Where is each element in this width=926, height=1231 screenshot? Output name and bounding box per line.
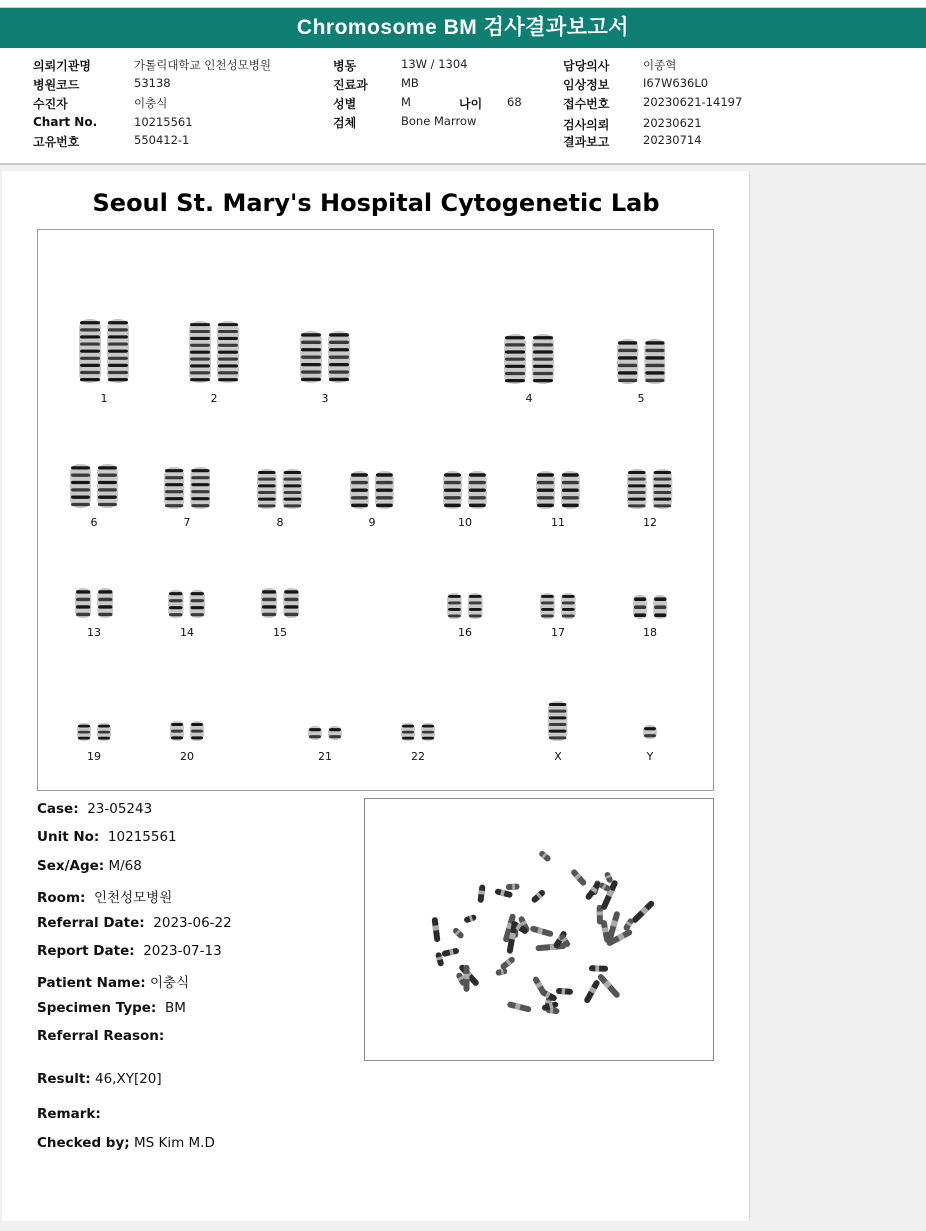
chromosome-pair-15 — [261, 587, 299, 619]
report-date-value: 20230714 — [643, 133, 702, 147]
chromosome-pair-X — [535, 700, 580, 742]
chromosome-pair-19 — [77, 722, 111, 742]
chromosome-pair-17 — [540, 592, 576, 620]
chromosome-pair-14 — [168, 589, 205, 619]
chromosome-pair-4 — [504, 333, 554, 385]
remark-label: Remark: — [37, 1106, 101, 1122]
chromosome-pair-Y — [633, 724, 667, 740]
chromosome-label-20: 20 — [180, 750, 194, 763]
chromosome-pair-22 — [401, 722, 435, 742]
referral-date-value: 2023-06-22 — [153, 915, 232, 931]
clinical-info-label: 임상정보 — [563, 78, 610, 92]
chromosome-pair-16 — [447, 592, 483, 620]
chromosome-pair-21 — [308, 725, 342, 741]
chromosome-pair-12 — [627, 468, 672, 510]
metaphase-chromosome — [529, 925, 553, 937]
metaphase-chromosome — [631, 899, 656, 924]
metaphase-chromosome — [530, 889, 546, 904]
metaphase-chromosome — [499, 956, 516, 971]
chromosome-label-2: 2 — [210, 392, 218, 405]
metaphase-chromosome — [584, 881, 601, 901]
referral-reason-label: Referral Reason: — [37, 1028, 165, 1044]
metaphase-chromosome — [463, 914, 477, 924]
patient-header — [0, 48, 926, 165]
report-date-field-label: Report Date: — [37, 943, 135, 959]
chromosome-pair-9 — [350, 470, 394, 510]
chromosome-label-18: 18 — [643, 626, 657, 639]
chromosome-label-6: 6 — [90, 516, 98, 529]
chromosome-label-9: 9 — [368, 516, 376, 529]
chromosome-label-11: 11 — [551, 516, 565, 529]
report-date-field — [37, 943, 222, 959]
metaphase-chromosome — [597, 973, 621, 999]
request-date-value: 20230621 — [643, 116, 702, 130]
chromosome-pair-7 — [164, 466, 211, 510]
result-field — [37, 1071, 162, 1087]
checked-by-label: Checked by; — [37, 1135, 130, 1151]
chromosome-label-22: 22 — [411, 750, 425, 763]
metaphase-chromosome — [538, 850, 552, 863]
report-date-label: 결과보고 — [563, 135, 610, 149]
chart-no-label: Chart No. — [33, 115, 98, 129]
chromosome-label-12: 12 — [643, 516, 657, 529]
hospital-code-label: 병원코드 — [33, 78, 80, 92]
chromosome-pair-10 — [443, 470, 487, 510]
chromosome-label-8: 8 — [276, 516, 284, 529]
unit-no-value: 10215561 — [107, 829, 177, 845]
physician-value: 이종혁 — [643, 58, 677, 72]
patient-name-value: 이충식 — [149, 975, 190, 991]
metaphase-chromosome — [477, 884, 485, 903]
chromosome-label-13: 13 — [87, 626, 101, 639]
cytogenetic-report — [2, 171, 750, 1221]
sex-age-field — [37, 858, 142, 874]
metaphase-chromosome — [556, 988, 573, 995]
lab-title: Seoul St. Mary's Hospital Cytogenetic Lab — [92, 189, 660, 217]
age-value: 68 — [507, 95, 522, 109]
referral-reason-field — [37, 1028, 164, 1044]
chromosome-pair-11 — [536, 470, 580, 510]
hospital-name-label: 의뢰기관명 — [33, 59, 91, 73]
metaphase-chromosome — [441, 947, 459, 957]
referral-date-label: Referral Date: — [37, 915, 145, 931]
chromosome-pair-3 — [300, 330, 350, 384]
ward-value: 13W / 1304 — [401, 57, 468, 71]
room-field — [37, 886, 172, 906]
unit-no-field — [37, 829, 177, 845]
chromosome-label-10: 10 — [458, 516, 472, 529]
report-date-field-value: 2023-07-13 — [143, 943, 222, 959]
chromosome-pair-5 — [617, 338, 666, 385]
specimen-label: 검체 — [333, 116, 357, 130]
metaphase-chromosome — [570, 868, 588, 887]
chromosome-label-3: 3 — [321, 392, 329, 405]
chart-no-value: 10215561 — [134, 115, 193, 129]
chromosome-pair-13 — [75, 587, 113, 619]
report-banner-title: Chromosome BM 검사결과보고서 — [0, 8, 926, 48]
hospital-name-value: 가톨릭대학교 인천성모병원 — [134, 58, 271, 72]
karyogram-image — [37, 229, 714, 791]
chromosome-label-16: 16 — [458, 626, 472, 639]
metaphase-chromosome — [452, 927, 465, 940]
age-label: 나이 — [459, 97, 483, 111]
metaphase-image — [364, 798, 714, 1061]
metaphase-chromosome — [589, 965, 608, 972]
specimen-type-label: Specimen Type: — [37, 1000, 157, 1016]
hospital-code-value: 53138 — [134, 76, 171, 90]
clinical-info-value: I67W636L0 — [643, 76, 709, 90]
patient-label: 수진자 — [33, 97, 68, 111]
specimen-type-value: BM — [164, 1000, 186, 1016]
patient-value: 이충식 — [134, 96, 168, 110]
chromosome-pair-1 — [79, 318, 129, 384]
checked-by-field — [37, 1135, 215, 1151]
sex-value: M — [401, 95, 411, 109]
top-strip — [0, 0, 926, 8]
metaphase-chromosome — [583, 979, 601, 1004]
chromosome-pair-20 — [170, 720, 204, 742]
room-label: Room: — [37, 890, 86, 906]
sex-label: 성별 — [333, 97, 357, 111]
chromosome-pair-8 — [257, 468, 302, 510]
case-label: Case: — [37, 801, 79, 817]
unique-no-label: 고유번호 — [33, 135, 80, 149]
chromosome-label-5: 5 — [637, 392, 645, 405]
ward-label: 병동 — [333, 59, 357, 73]
chromosome-label-Y: Y — [646, 750, 654, 763]
department-label: 진료과 — [333, 78, 368, 92]
chromosome-label-17: 17 — [551, 626, 565, 639]
result-value: 46,XY[20] — [94, 1071, 162, 1087]
accession-no-label: 접수번호 — [563, 97, 610, 111]
request-date-label: 검사의뢰 — [563, 118, 610, 132]
chromosome-label-14: 14 — [180, 626, 194, 639]
chromosome-label-1: 1 — [100, 392, 108, 405]
physician-label: 담당의사 — [563, 59, 610, 73]
checked-by-value: MS Kim M.D — [133, 1135, 215, 1151]
chromosome-label-X: X — [554, 750, 562, 763]
patient-name-field — [37, 971, 189, 991]
metaphase-spread-graphic — [365, 799, 713, 1060]
accession-no-value: 20230621-14197 — [643, 95, 743, 109]
metaphase-chromosome — [506, 883, 520, 890]
room-value: 인천성모병원 — [94, 890, 173, 906]
metaphase-chromosome — [507, 1001, 532, 1013]
metaphase-chromosome — [464, 965, 470, 992]
chromosome-label-4: 4 — [525, 392, 533, 405]
case-value: 23-05243 — [87, 801, 153, 817]
chromosome-label-15: 15 — [273, 626, 287, 639]
specimen-value: Bone Marrow — [401, 114, 477, 128]
chromosome-pair-6 — [70, 463, 118, 509]
sex-age-label: Sex/Age: — [37, 858, 105, 874]
metaphase-chromosome — [532, 976, 548, 997]
unit-no-label: Unit No: — [37, 829, 100, 845]
sex-age-value: M/68 — [108, 858, 142, 874]
patient-name-label: Patient Name: — [37, 975, 146, 991]
metaphase-chromosome — [495, 968, 508, 976]
metaphase-chromosome — [535, 943, 566, 952]
chromosome-label-7: 7 — [183, 516, 191, 529]
remark-field — [37, 1106, 101, 1122]
metaphase-chromosome — [432, 917, 441, 942]
referral-date-field — [37, 915, 232, 931]
chromosome-label-19: 19 — [87, 750, 101, 763]
chromosome-pair-18 — [633, 594, 667, 620]
chromosome-pair-2 — [189, 320, 239, 384]
chromosome-label-21: 21 — [318, 750, 332, 763]
case-field — [37, 801, 152, 817]
department-value: MB — [401, 76, 419, 90]
unique-no-value: 550412-1 — [134, 133, 190, 147]
specimen-type-field — [37, 1000, 186, 1016]
result-label: Result: — [37, 1071, 91, 1087]
